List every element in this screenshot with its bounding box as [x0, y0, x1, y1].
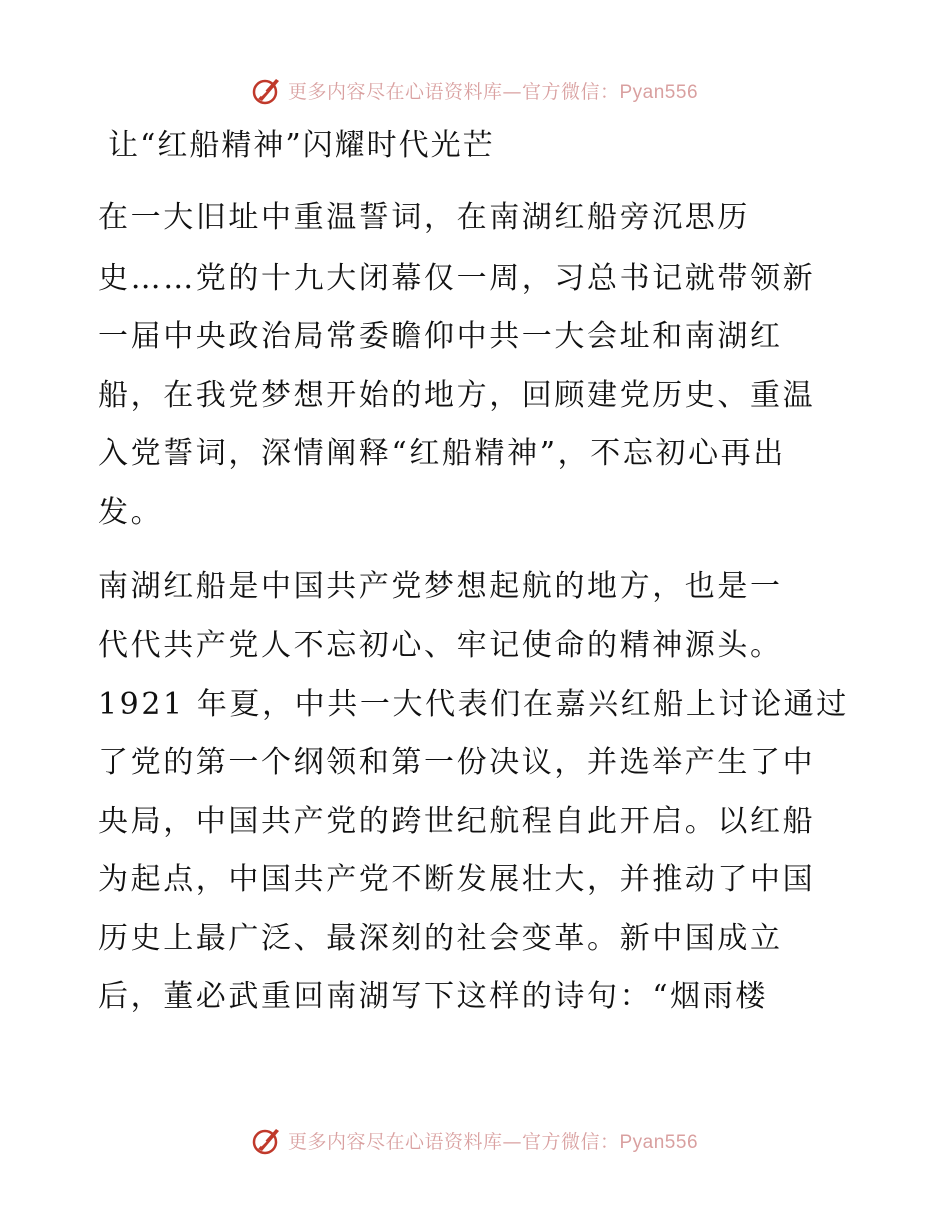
watermark-text: 更多内容尽在心语资料库—官方微信：Pyan556	[287, 80, 699, 103]
header-watermark	[0, 70, 950, 110]
body-line: 央局，中国共产党的跨世纪航程自此开启。以红船	[98, 804, 816, 839]
body-line: 1921 年夏，中共一大代表们在嘉兴红船上讨论通过	[98, 687, 849, 722]
body-line: 在一大旧址中重温誓词，在南湖红船旁沉思历	[98, 200, 750, 235]
body-line: 后，董必武重回南湖写下这样的诗句：“烟雨楼	[98, 979, 768, 1014]
body-line: 史……党的十九大闭幕仅一周，习总书记就带领新	[98, 261, 816, 296]
quill-logo-icon	[252, 75, 282, 105]
body-line: 了党的第一个纲领和第一份决议，并选举产生了中	[98, 745, 816, 780]
body-line: 代代共产党人不忘初心、牢记使命的精神源头。	[98, 628, 783, 663]
body-line: 入党誓词，深情阐释“红船精神”，不忘初心再出	[98, 436, 786, 471]
body-line: 船，在我党梦想开始的地方，回顾建党历史、重温	[98, 378, 816, 413]
body-line: 发。	[98, 495, 164, 530]
body-line: 一届中央政治局常委瞻仰中共一大会址和南湖红	[98, 319, 783, 354]
watermark-text: 更多内容尽在心语资料库—官方微信：Pyan556	[287, 1130, 699, 1153]
body-line: 为起点，中国共产党不断发展壮大，并推动了中国	[98, 862, 816, 897]
quill-logo-icon	[252, 1125, 282, 1155]
document-title: 让“红船精神”闪耀时代光芒	[108, 128, 495, 163]
footer-watermark	[0, 1120, 950, 1160]
body-line: 历史上最广泛、最深刻的社会变革。新中国成立	[98, 921, 783, 956]
body-line: 南湖红船是中国共产党梦想起航的地方，也是一	[98, 569, 783, 604]
